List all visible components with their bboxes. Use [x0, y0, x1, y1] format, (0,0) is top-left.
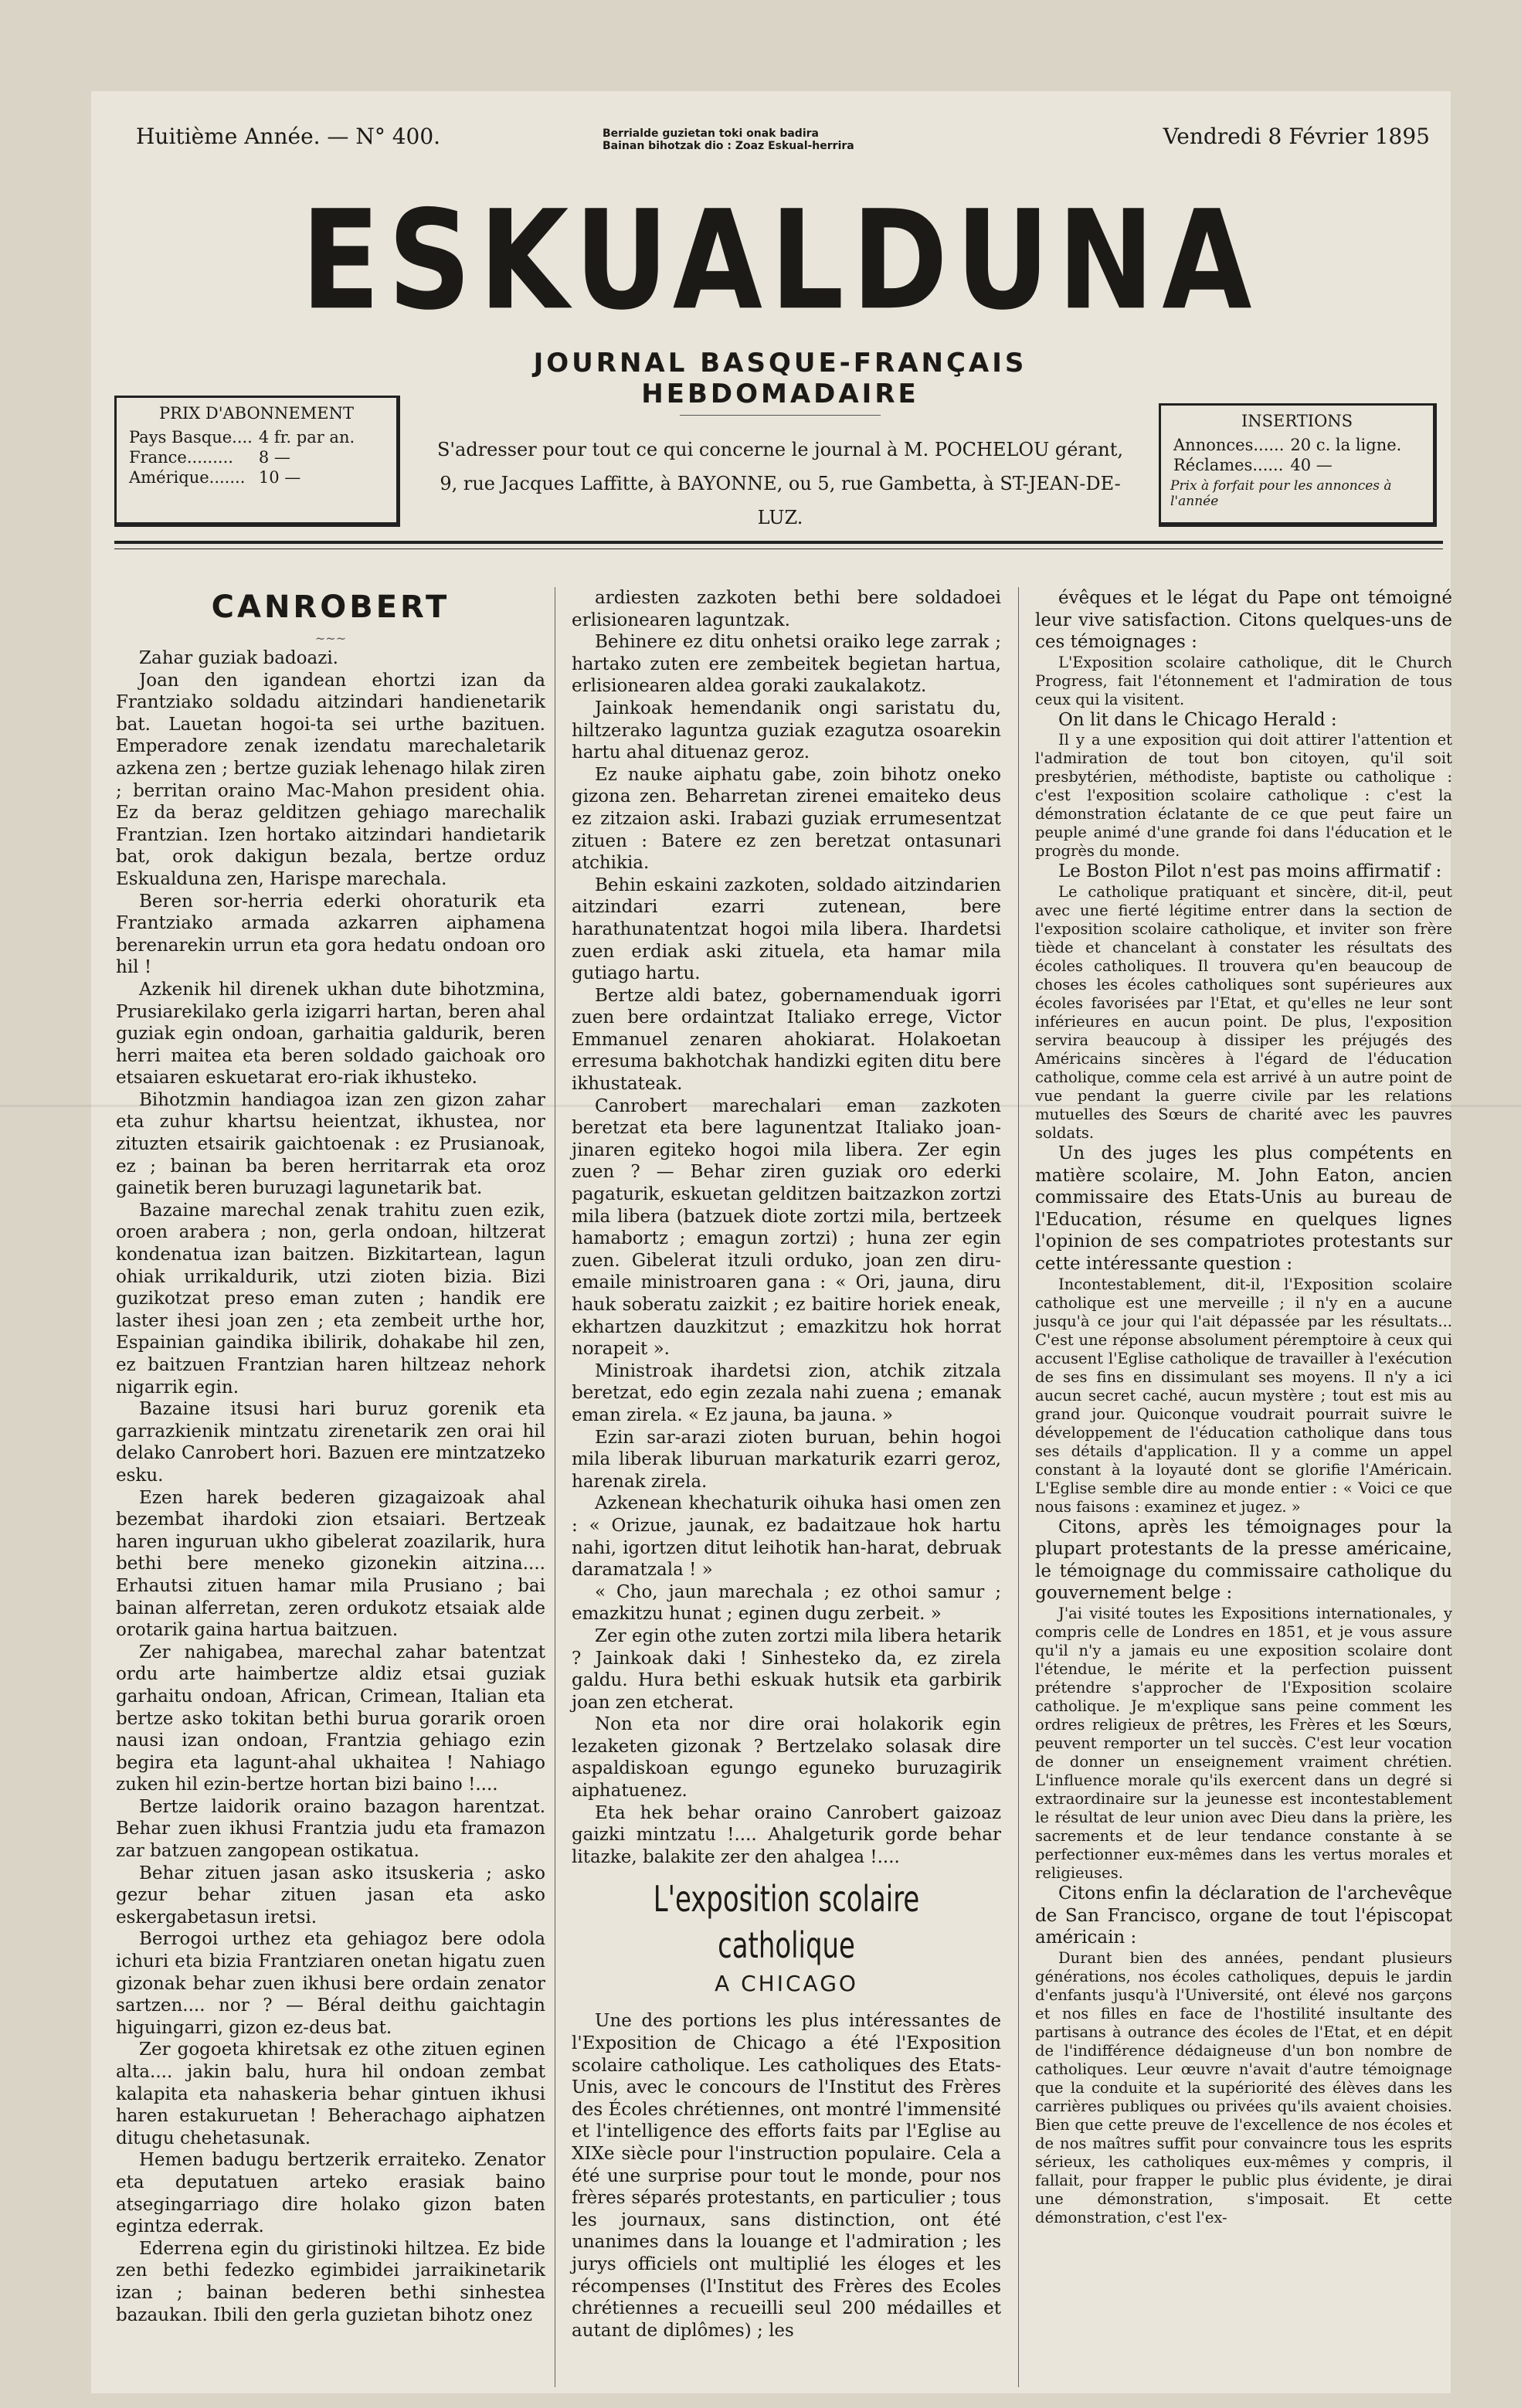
- paragraph: Le catholique pratiquant et sincère, dit-il, peut avec une fierté légitime entrer dans la section de l'exposition scolaire catholique, et inviter son frère tiède et chancelant à constater les résultats des écoles catholiques. Il trouvera qu'en beaucoup de choses les écoles catholiques sont supérieures aux écoles favorisées par l'Etat, et qu'elles ne leur sont inférieures en aucun point. De plus, l'exposition servira beaucoup à dissiper les préjugés des Américains sincères à l'égard de l'éducation catholique, comme cela est arrivé à un autre point de vue pendant la guerre civile par les relations mutuelles des Sœurs de charité avec les pauvres soldats.: [1035, 882, 1452, 1142]
- paragraph: Ez nauke aiphatu gabe, zoin bihotz oneko gizona zen. Beharretan zirenei emaiteko deus ez zitzaion aski. Irabazi guziak errumesentzat zituen : Batere ez zen beretzat ontasunari atchikia.: [572, 764, 1001, 874]
- paragraph: Ezen harek bederen gizagaizoak ahal bezembat ihardoki zion etsaiari. Bertzeak haren inguruan ukho gibelerat zoazilarik, hura bethi bere meneko gizonekin aitzina.... Erhautsi zituen hamar mila Prusiano ; bai bainan alferretan, zeren ordukotz etsaiak alde orotarik gaina hartua baitzuen.: [116, 1487, 545, 1641]
- subscription-row: [126, 447, 358, 467]
- paragraph: ardiesten zazkoten bethi bere soldadoei erlisionearen laguntzak.: [572, 588, 1001, 630]
- paragraph: évêques et le légat du Pape ont témoigné leur vive satisfaction. Citons quelques-uns de ces témoignages :: [1035, 588, 1452, 653]
- insertions-table: [1170, 435, 1404, 475]
- paragraph: Azkenik hil direnek ukhan dute bihotzmina, Prusiarekilako gerla izigarri hartan, beren ahal guziak egin ondoan, garhaitia galdurik, beren herri maitea eta beren soldado gaichoak oro etsaiaren eskuetarat ero-riak ikhusteko.: [116, 979, 545, 1089]
- issue-date: Vendredi 8 Février 1895: [1163, 124, 1430, 149]
- paragraph: Hemen badugu bertzerik erraiteko. Zenator eta deputatuen arteko erasiak baino atsegingarriago dire holako gizon baten egintza ederrak.: [116, 2150, 545, 2237]
- column-3: [1035, 587, 1452, 2227]
- subscription-row: [126, 467, 358, 487]
- paragraph: Durant bien des années, pendant plusieurs générations, nos écoles catholiques, depuis le jardin d'enfants jusqu'à l'Université, ont élevé nos garçons et nos filles en face de l'hostilité insultante des partisans à outrance des écoles de l'Etat, et en dépit de l'indifférence dédaigneuse d'un bon nombre de catholiques. Leur œuvre n'avait d'autre témoignage que la conduite et la supériorité des élèves dans les carrières publiques ou privées qu'ils avaient choisies. Bien que cette preuve de l'excellence de nos écoles et de nos maîtres suffit pour convaincre tous les esprits sérieux, les catholiques eux-mêmes y compris, il fallait, pour frapper le public plus évidente, je dirai une démonstration, s'imposait. Et cette démonstration, c'est l'ex-: [1035, 1948, 1452, 2226]
- ad-type-label: Réclames......: [1173, 456, 1284, 474]
- insertions-row: [1170, 455, 1404, 475]
- year-issue: Huitième Année. — N° 400.: [136, 124, 441, 149]
- paragraph: J'ai visité toutes les Expositions internationales, y compris celle de Londres en 1851, et je vous assure qu'il n'y a jamais eu une exposition scolaire dont l'étendue, le mérite et la perfection puissent prétendre s'approcher de l'Exposition scolaire catholique. Je m'explique sans peine comment les ordres religieux de prêtres, les Frères et les Sœurs, peuvent remporter un tel succès. C'est leur vocation de donner un enseignement vraiment chrétien. L'influence morale qu'ils exercent dans un degré si extraordinaire sur la jeunesse est incontestablement le résultat de leur union avec Dieu dans la prière, les sacrements et de leur tendance constante à se perfectionner eux-mêmes dans les vertus morales et religieuses.: [1035, 1604, 1452, 1882]
- paragraph: Joan den igandean ehortzi izan da Frantziako soldadu aitzindari handienetarik bat. Lauetan hogoi-ta sei urthe bazituen. Emperadore zenak izendatu marechaletarik azkena zen ; bertze guziak lehenago hilak ziren ; berritan oraino Mac-Mahon president ohia. Ez da beraz gelditzen gehiago marechalik Frantzian. Izen hortako aitzindari handietarik bat, orok dakigun bezala, bertze orduz Eskualduna zen, Harispe marechala.: [116, 670, 545, 889]
- column-divider: [1018, 587, 1019, 2387]
- price-value: 8 —: [258, 448, 290, 467]
- article-subtitle-exposition: A CHICAGO: [715, 1971, 858, 1997]
- address-line-1: S'adresser pour tout ce qui concerne le journal à M. POCHELOU gérant,: [436, 439, 1124, 460]
- region-label: Pays Basque....: [129, 428, 253, 447]
- ad-price-value: 40 —: [1290, 456, 1333, 474]
- insertions-box: [1159, 403, 1437, 527]
- address-line-2: 9, rue Jacques Laffitte, à BAYONNE, ou 5, rue Gambetta, à ST-JEAN-DE-LUZ.: [440, 473, 1121, 528]
- ad-price-value: 20 c. la ligne.: [1290, 436, 1402, 454]
- paragraph: Bihotzmin handiagoa izan zen gizon zahar eta zuhur khartsu heientzat, ikhustea, nor zituzten etsairik gaichtoenak : ez Prusianoak, ez ; bainan ba beren herritarrak eta oroz gainetik beren buruzagi lagunetarik bat.: [116, 1089, 545, 1199]
- masthead-subtitle: JOURNAL BASQUE-FRANÇAIS HEBDOMADAIRE: [533, 348, 1027, 409]
- subscription-title: PRIX D'ABONNEMENT: [159, 404, 354, 423]
- paragraph: Citons enfin la déclaration de l'archevêque de San Francisco, organe de tout l'épiscopat américain :: [1035, 1883, 1452, 1948]
- paragraph: Eta hek behar oraino Canrobert gaizoaz gaizki mintzatu !.... Ahalgeturik gorde behar litazke, balakite zer den ahalgea !....: [572, 1802, 1001, 1867]
- paragraph: Bertze laidorik oraino bazagon harentzat. Behar zuen ikhusi Frantzia judu eta framazon zar batzuen zangopean ostikatua.: [116, 1796, 545, 1862]
- paragraph: Berrogoi urthez eta gehiagoz bere odola ichuri eta bizia Frantziaren onetan higatu zuen gizonak behar zuen ikhusi bere ordain zenator sartzen.... nor ? — Béral deithu gaichtagin higuingarri, gizon ez-deus bat.: [116, 1929, 545, 2038]
- paragraph: Ederrena egin du giristinoki hiltzea. Ez bide zen bethi fedezko egimbidei jarraikinetarik izan ; bainan bederen bethi sinhestea bazaukan. Ibili den gerla guzietan bihotz onez: [116, 2238, 545, 2325]
- paragraph: Incontestablement, dit-il, l'Exposition scolaire catholique est une merveille ; il n'y en a aucune jusqu'à ce jour qui l'ait dépassée par les résultats... C'est une réponse absolument péremptoire à ceux qui accusent l'Eglise catholique de travailler à l'exécution de ses fins en dissimulant ses moyens. Il n'y a ici aucun secret caché, aucun mystère ; tout est mis au grand jour. Quiconque voudrait pourrait suivre le développement de l'éducation catholique dans tous ses détails d'application. Il y a comme un appel constant à la loyauté dont se glorifie l'Américain. L'Eglise semble dire au monde entier : « Voici ce que nous faisons : examinez et jugez. »: [1035, 1275, 1452, 1516]
- motto: [603, 127, 973, 152]
- paragraph: Beren sor-herria ederki ohoraturik eta Frantziako armada azkarren aiphamena berenarekin urrun eta gora hedatu ondoan oro hil !: [116, 891, 545, 978]
- paragraph: Citons, après les témoignages pour la plupart protestants de la presse américaine, le témoignage du commissaire catholique du gouvernement belge :: [1035, 1516, 1452, 1604]
- subscription-box: [114, 396, 400, 527]
- ad-type-label: Annonces......: [1173, 436, 1285, 454]
- price-value: 4 fr. par an.: [258, 428, 355, 447]
- paragraph: Zer gogoeta khiretsak ez othe zituen eginen alta.... jakin balu, hura hil ondoan zembat kalapita eta nahaskeria behar gintuen ikhusi haren estakuruetan ! Beherachago aiphatzen ditugu chehetasunak.: [116, 2039, 545, 2148]
- motto-line-1: Berrialde guzietan toki onak badira: [603, 127, 819, 140]
- paragraph: Zer egin othe zuten zortzi mila libera hetarik ? Jainkoak daki ! Sinhesteko da, ez zirela galdu. Hura bethi eskuak hutsik eta garbirik joan zen etcherat.: [572, 1625, 1001, 1713]
- paragraph: Il y a une exposition qui doit attirer l'attention et l'admiration de tout bon citoyen, qu'il soit presbytérien, méthodiste, baptiste ou catholique : c'est l'exposition scolaire catholique : c'est la démonstration éclatante de ce que peut faire un peuple animé d'une grande foi dans l'éducation et le progrès du monde.: [1035, 731, 1452, 861]
- paragraph: Jainkoak hemendanik ongi saristatu du, hiltzerako laguntza guziak ezagutza osoarekin hartu ahal dituenaz geroz.: [572, 698, 1001, 763]
- paragraph: Behinere ez ditu onhetsi oraiko lege zarrak ; hartako zuten ere zembeitek begietan hartua, erlisionearen aldea goraki zaukalakotz.: [572, 632, 1001, 697]
- article-title-exposition: L'exposition scolaire catholique: [653, 1878, 920, 1967]
- paragraph: L'Exposition scolaire catholique, dit le Church Progress, fait l'étonnement et l'admiration de tous ceux qui la visitent.: [1035, 653, 1452, 708]
- paragraph: Ezin sar-arazi zioten buruan, behin hogoi mila liberak liburuan markaturik ezarri geroz, harenak zirela.: [572, 1427, 1001, 1492]
- subscription-row: [126, 427, 358, 447]
- paragraph: « Cho, jaun marechala ; ez othoi samur ; emazkitzu hunat ; eginen dugu zerbeit. »: [572, 1581, 1001, 1625]
- paragraph: Bertze aldi batez, gobernamenduak igorri zuen bere ordaintzat Italiako erregе, Victor Emmanuel zenaren ahokiarat. Holakoetan erresuma bakhotchak handizki egiten ditu bere ikhustateak.: [572, 985, 1001, 1095]
- article-body-exposition: [572, 2010, 1001, 2342]
- article-continuation-canrobert: [572, 587, 1001, 1868]
- subscription-table: [126, 427, 358, 487]
- paragraph: Canrobert marechalari eman zazkoten beretzat eta bere lagunentzat Italiako joan-jinaren egiteko hogoi mila libera. Zer egin zuen ? — Behar ziren guziak oro ederki pagaturik, eskuetan gelditzen baitzazkon zortzi mila libera (batzuek diote zortzi mila, bertzeek hamabortz ; emagun zortzi) ; huna zer egin zuen. Gibelerat itzuli orduko, joan zen diru-emaile ministroaren gana : « Ori, jauna, diru hauk soberatu zaizkit ; ez baitire horiek eneak, ekhartzen dauzkitzut ; emazkitzu hok horrat norapeit ».: [572, 1095, 1001, 1360]
- subtitle-rule: [680, 415, 881, 416]
- insertions-title: INSERTIONS: [1241, 412, 1353, 430]
- paragraph: Bazaine itsusi hari buruz gorenik eta garrazkienik mintzatu zirenetarik zen orai hil delako Canrobert hori. Bazuen ere mintzatzeko esku.: [116, 1399, 545, 1486]
- address-block: [417, 433, 1143, 535]
- paragraph: Azkenean khechaturik oihuka hasi omen zen : « Orizue, jaunak, ez badaitzaue hok hartu nahi, igortzen ditut leihotik han-harat, debruak daramatzala ! »: [572, 1493, 1001, 1581]
- region-label: France.........: [129, 448, 233, 467]
- paragraph: Le Boston Pilot n'est pas moins affirmatif :: [1058, 861, 1442, 882]
- paragraph: Behar zituen jasan asko itsuskeria ; asko gezur behar zituen jasan eta asko eskergabetasun iretsi.: [116, 1863, 545, 1927]
- article-title-canrobert: CANROBERT: [211, 589, 450, 625]
- paragraph: Zahar guziak badoazi.: [139, 648, 338, 668]
- insertions-note: Prix à forfait pour les annonces à l'année: [1170, 478, 1392, 509]
- article-continuation-exposition: [1035, 587, 1452, 2227]
- price-value: 10 —: [258, 468, 301, 487]
- insertions-row: [1170, 435, 1404, 455]
- masthead-title: ESKUALDUNA: [300, 182, 1260, 341]
- column-1: [116, 587, 545, 2326]
- column-2: [572, 587, 1001, 2342]
- header-rule-thick: [114, 541, 1443, 544]
- paragraph: Non eta nor dire orai holakorik egin lezaketen gizonak ? Bertzelako solasak dire aspaldiskoan egungo eguneko buruzagirik aiphatuenez.: [572, 1714, 1001, 1802]
- paragraph: On lit dans le Chicago Herald :: [1058, 709, 1337, 730]
- paragraph: Une des portions les plus intéressantes de l'Exposition de Chicago a été l'Exposition scolaire catholique. Les catholiques des Etats-Unis, avec le concours de l'Institut des Frères des Écoles chrétiennes, ont montré l'immensité et l'intelligence des efforts faits par l'Eglise au XIXe siècle pour l'instruction populaire. Cela a été une surprise pour tout le monde, pour nos frères séparés protestants, en particulier ; tous les journaux, sans distinction, ont été unanimes dans la louange et l'admiration ; les jurys officiels ont multiplié les éloges et les récompenses (l'Institut des Frères des Ecoles chrétiennes a recueilli seul 200 médailles et autant de diplômes) ; les: [572, 2011, 1001, 2341]
- paragraph: Zer nahigabea, marechal zahar batentzat ordu arte haimbertze aldiz etsai guziak garhaitu ondoan, African, Crimean, Italian eta bertze asko tokitan bethi burua gorarik oroen nausi izan ondoan, Frantzia gehiago ezin begira eta lagunt-ahal ukhaitea ! Nahiago zuken hil ezin-bertze hortan bizi baino !....: [116, 1642, 545, 1795]
- paragraph: Un des juges les plus compétents en matière scolaire, M. John Eaton, ancien commissaire des Etats-Unis au bureau de l'Education, résume en quelques lignes l'opinion de ses compatriotes protestants sur cette intéressante question :: [1035, 1143, 1452, 1274]
- title-ornament: ~~~: [314, 631, 347, 646]
- paragraph: Bazaine marechal zenak trahitu zuen ezik, oroen arabera ; non, gerla ondoan, hiltzerat kondenatua izan baitzen. Bizkitartean, lagun ohiak urrikaldurik, utzi zioten bizia. Bizi guzikotzat preso eman zuten ; handik ere laster ihesi joan zen ; eta zembeit urthe hor, Espainian gaindika ibilirik, dohakabe hil zen, ez baitzuen Frantzian haren hiltzeaz nehork nigarrik egin.: [116, 1200, 545, 1398]
- paragraph: Behin eskaini zazkoten, soldado aitzindarien aitzindari ezarri zutenean, bere harathunatentzat hogoi mila libera. Ihardetsi zuen erdiak aski zituela, eta hamar mila gutiago hartu.: [572, 875, 1001, 984]
- paragraph: Ministroak ihardetsi zion, atchik zitzala beretzat, edo egin zezala nahi zuena ; emanak eman zirela. « Ez jauna, ba jauna. »: [572, 1360, 1001, 1425]
- motto-line-2: Bainan bihotzak dio : Zoaz Eskual-herrira: [603, 140, 854, 152]
- region-label: Amérique.......: [129, 468, 246, 487]
- article-body-canrobert: [116, 647, 545, 2326]
